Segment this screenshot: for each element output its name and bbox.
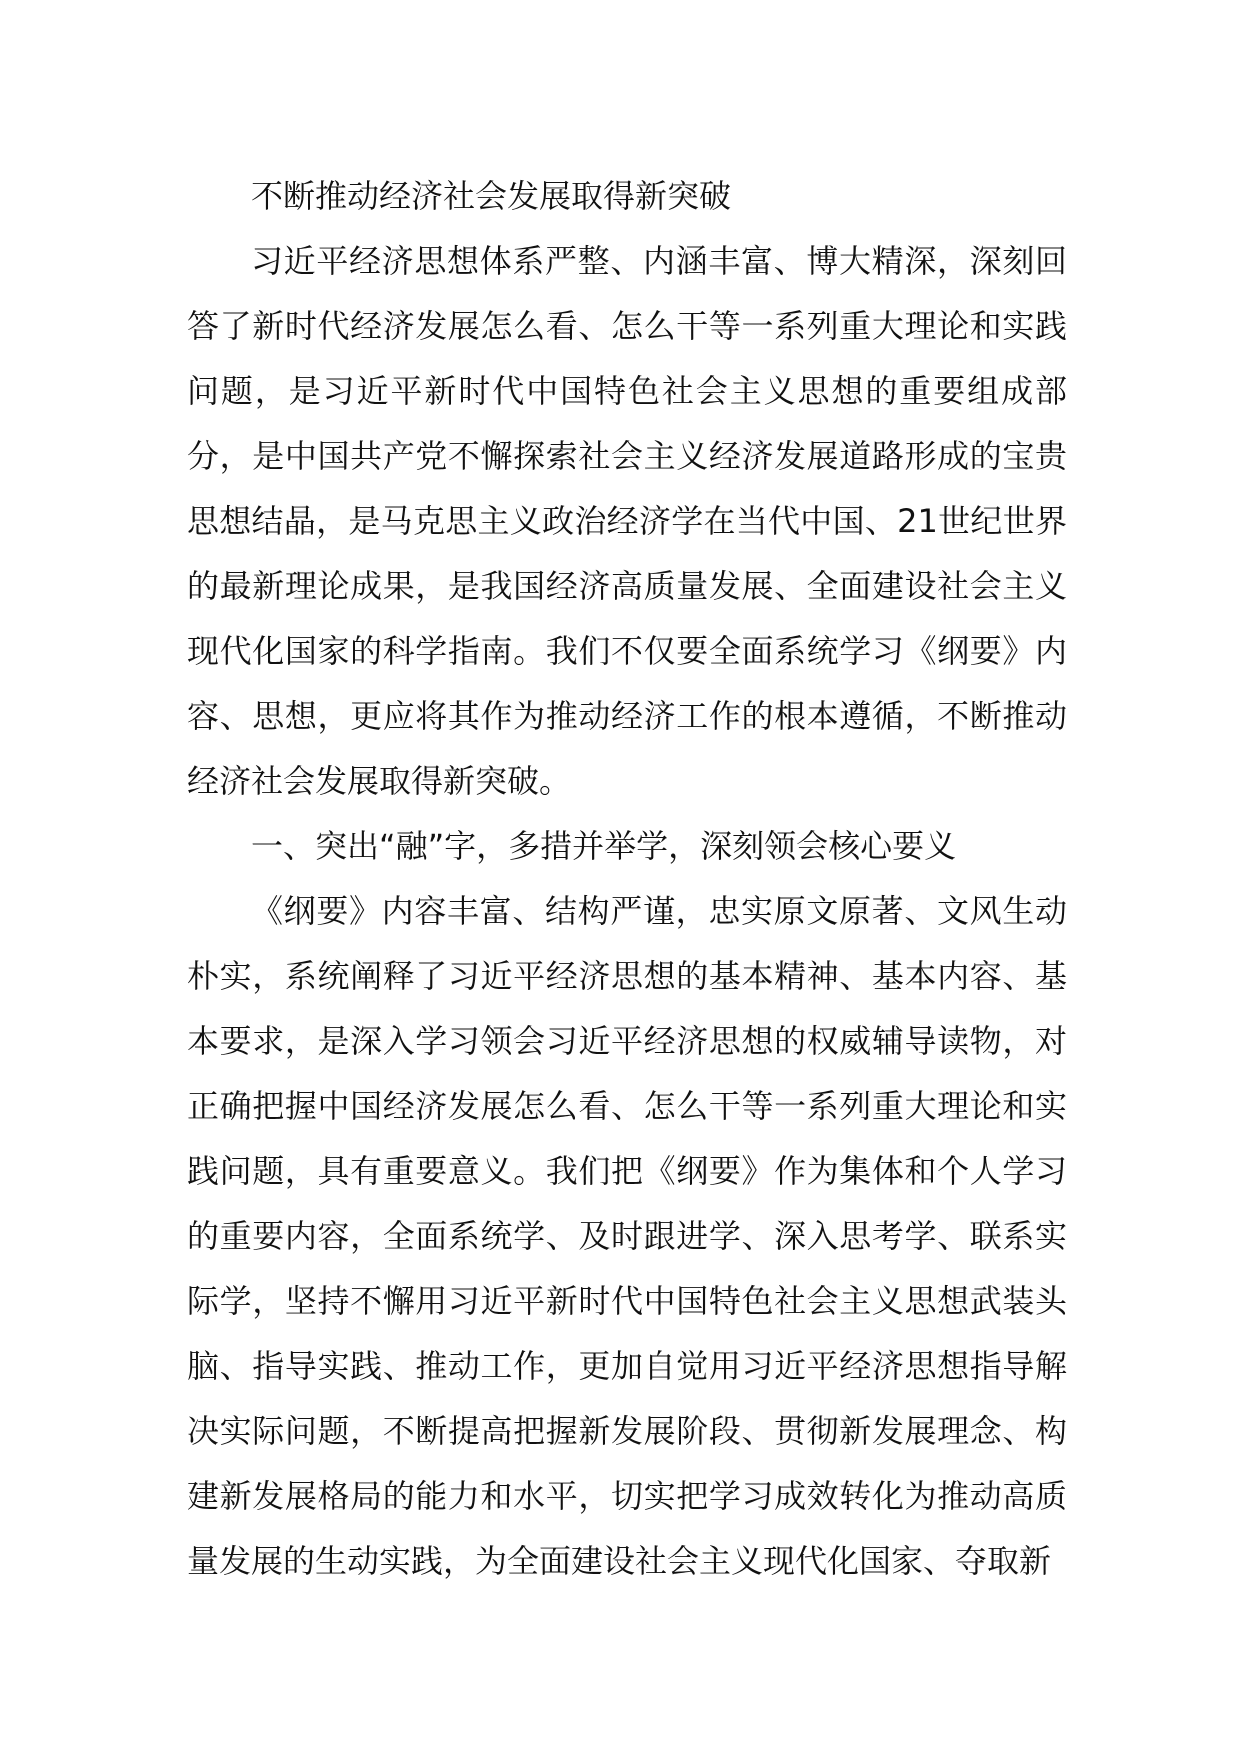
section-paragraph: 《纲要》内容丰富、结构严谨，忠实原文原著、文风生动朴实，系统阐释了习近平经济思想的基本精神、基本内容、基本要求，是深入学习领会习近平经济思想的权威辅导读物，对正确把握中国经济发展怎么看、怎么干等一系列重大理论和实践问题，具有重要意义。我们把《纲要》作为集体和个人学习的重要内容，全面系统学、及时跟进学、深入思考学、联系实际学，坚持不懈用习近平新时代中国特色社会主义思想武装头脑、指导实践、推动工作，更加自觉用习近平经济思想指导解决实际问题，不断提高把握新发展阶段、贯彻新发展理念、构建新发展格局的能力和水平，切实把学习成效转化为推动高质量发展的生动实践，为全面建设社会主义现代化国家、夺取新 <box>187 892 1067 1580</box>
intro-paragraph: 习近平经济思想体系严整、内涵丰富、博大精深，深刻回答了新时代经济发展怎么看、怎么干等一系列重大理论和实践问题，是习近平新时代中国特色社会主义思想的重要组成部分，是中国共产党不懈探索社会主义经济发展道路形成的宝贵思想结晶，是马克思主义政治经济学在当代中国、21世纪世界的最新理论成果，是我国经济高质量发展、全面建设社会主义现代化国家的科学指南。我们不仅要全面系统学习《纲要》内容、思想，更应将其作为推动经济工作的根本遵循，不断推动经济社会发展取得新突破。 <box>187 242 1067 800</box>
section-heading: 一、突出“融”字，多措并举学，深刻领会核心要义 <box>251 827 957 865</box>
document-title: 不断推动经济社会发展取得新突破 <box>251 177 732 215</box>
document-body <box>187 164 1067 1594</box>
